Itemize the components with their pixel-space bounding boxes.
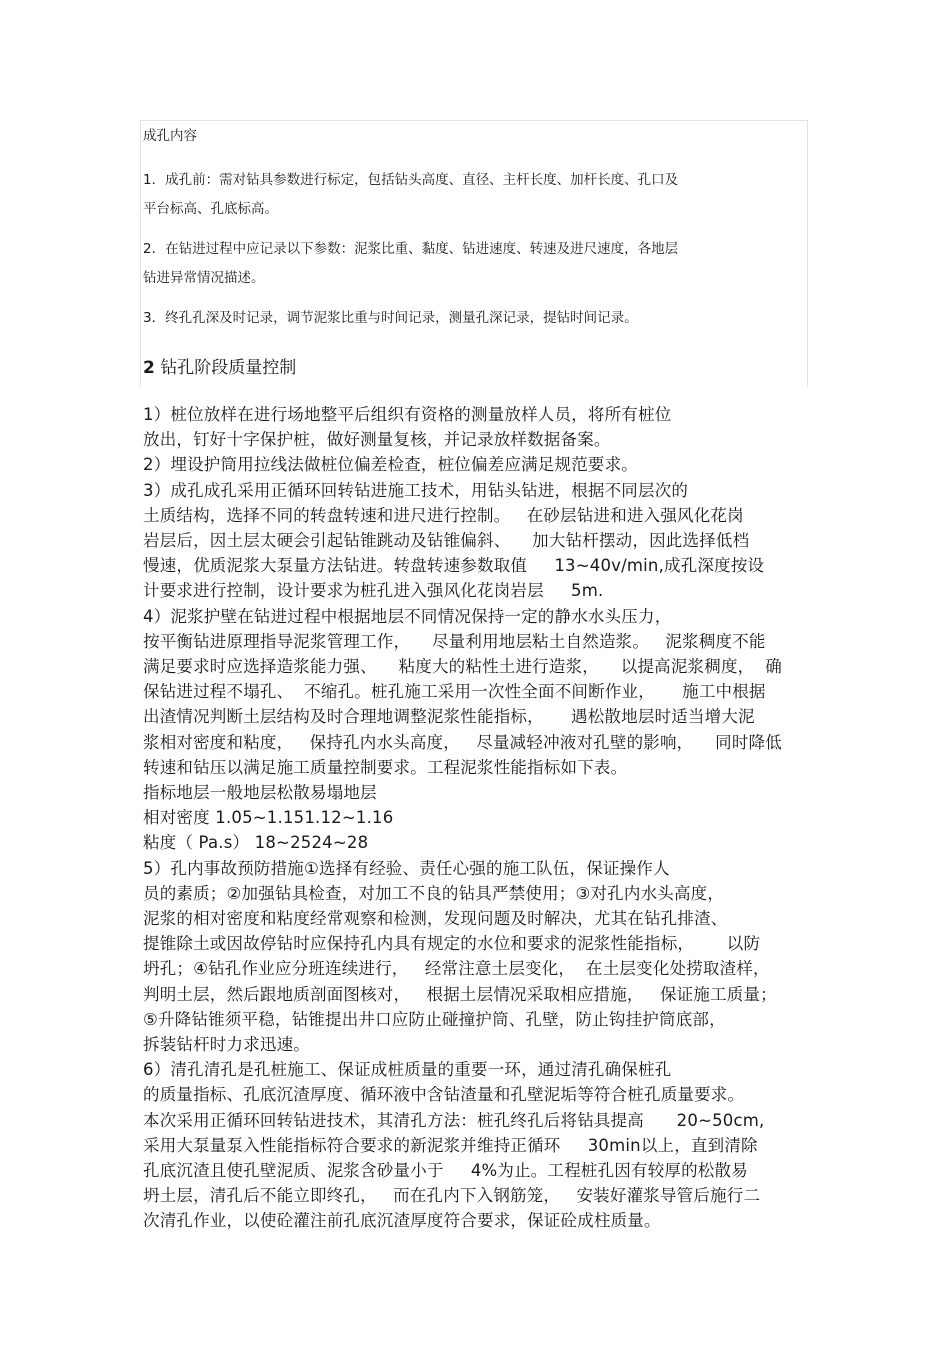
body-line: 5）孔内事故预防措施①选择有经验、责任心强的施工队伍，保证操作人: [143, 858, 670, 878]
table-header: 成孔内容: [143, 128, 197, 144]
table-item2-line1: 2．在钻进过程中应记录以下参数：泥浆比重、黏度、钻进速度、转速及进尺速度，各地层: [143, 241, 679, 257]
body-line: 慢速，优质泥浆大泵量方法钻进。转盘转速参数取值 13~40v/min,成孔深度按设: [143, 556, 765, 576]
body-line: 1）桩位放样在进行场地整平后组织有资格的测量放样人员，将所有桩位: [143, 405, 672, 424]
body-line: 坍孔；④钻孔作业应分班连续进行， 经常注意土层变化， 在土层变化处捞取渣样，: [143, 959, 770, 979]
body-line: 2）埋设护筒用拉线法做桩位偏差检查，桩位偏差应满足规范要求。: [143, 455, 638, 475]
body-line: 粘度（ Pa.s） 18~2524~28: [143, 833, 369, 853]
body-line: 浆相对密度和粘度， 保持孔内水头高度， 尽量减轻冲液对孔壁的影响， 同时降低: [143, 732, 782, 752]
body-line: 指标地层一般地层松散易塌地层: [143, 783, 377, 802]
body-line: 次清孔作业，以使砼灌注前孔底沉渣厚度符合要求，保证砼成柱质量。: [143, 1211, 661, 1231]
body-line: 相对密度 1.05~1.151.12~1.16: [143, 808, 394, 828]
body-line: 满足要求时应选择造浆能力强、 粘度大的粘性土进行造浆， 以提高泥浆稠度， 确: [143, 657, 782, 676]
body-line: 保钻进过程不塌孔、 不缩孔。桩孔施工采用一次性全面不间断作业， 施工中根据: [143, 682, 766, 702]
body-line: 6）清孔清孔是孔桩施工、保证成桩质量的重要一环，通过清孔确保桩孔: [143, 1060, 672, 1080]
section-number: 2: [143, 358, 155, 378]
body-line: 岩层后，因土层太硬会引起钻锥跳动及钻锥偏斜、 加大钻杆摆动，因此选择低档: [143, 531, 750, 550]
body-line: 的质量指标、孔底沉渣厚度、循环液中含钻渣量和孔壁泥垢等符合桩孔质量要求。: [143, 1085, 745, 1105]
table-item2-line2: 钻进异常情况描述。: [143, 270, 265, 286]
body-line: 提锥除土或因故停钻时应保持孔内具有规定的水位和要求的泥浆性能指标， 以防: [143, 934, 761, 954]
section-title: 钻孔阶段质量控制: [154, 358, 297, 378]
body-line: 放出，钉好十字保护桩，做好测量复核，并记录放样数据备案。: [143, 430, 611, 450]
body-line: 3）成孔成孔采用正循环回转钻进施工技术，用钻头钻进，根据不同层次的: [143, 480, 689, 500]
body-line: 土质结构，选择不同的转盘转速和进尺进行控制。 在砂层钻进和进入强风化花岗: [143, 505, 744, 525]
table-item1-line1: 1．成孔前：需对钻具参数进行标定，包括钻头高度、直径、主杆长度、加杆长度、孔口及: [143, 172, 679, 188]
body-line: 出渣情况判断土层结构及时合理地调整泥浆性能指标， 遇松散地层时适当增大泥: [143, 707, 755, 727]
body-line: 按平衡钻进原理指导泥浆管理工作， 尽量利用地层粘土自然造浆。 泥浆稠度不能: [143, 631, 766, 651]
body-line: 泥浆的相对密度和粘度经常观察和检测，发现问题及时解决，尤其在钻孔排渣、: [143, 909, 728, 928]
table-item3-line1: 3．终孔孔深及时记录，调节泥浆比重与时间记录，测量孔深记录，提钻时间记录。: [143, 310, 638, 326]
body-line: 孔底沉渣且使孔壁泥质、泥浆含砂量小于 4%为止。工程桩孔因有较厚的松散易: [143, 1161, 748, 1180]
body-line: 员的素质；②加强钻具检查，对加工不良的钻具严禁使用；③对孔内水头高度，: [143, 883, 725, 903]
body-line: 坍土层，清孔后不能立即终孔， 而在孔内下入钢筋笼， 安装好灌浆导管后施行二: [143, 1186, 761, 1206]
body-line: 拆装钻杆时力求迅速。: [143, 1035, 310, 1054]
body-line: 4）泥浆护壁在钻进过程中根据地层不同情况保持一定的静水水头压力，: [143, 606, 672, 626]
body-line: 转速和钻压以满足施工质量控制要求。工程泥浆性能指标如下表。: [143, 757, 628, 777]
body-line: ⑤升降钻锥须平稳，钻锥提出井口应防止碰撞护筒、孔壁，防止钩挂护筒底部，: [143, 1009, 726, 1029]
body-line: 本次采用正循环回转钻进技术，其清孔方法：桩孔终孔后将钻具提高 20~50cm,: [143, 1110, 765, 1130]
body-line: 采用大泵量泵入性能指标符合要求的新泥浆并维持正循环 30min以上，直到清除: [143, 1135, 758, 1155]
table-item1-line2: 平台标高、孔底标高。: [143, 201, 278, 217]
body-line: 计要求进行控制，设计要求为桩孔进入强风化花岗岩层 5m.: [143, 581, 604, 601]
section-heading: [143, 353, 296, 378]
body-line: 判明土层，然后跟地质剖面图核对， 根据土层情况采取相应措施， 保证施工质量；: [143, 984, 777, 1004]
